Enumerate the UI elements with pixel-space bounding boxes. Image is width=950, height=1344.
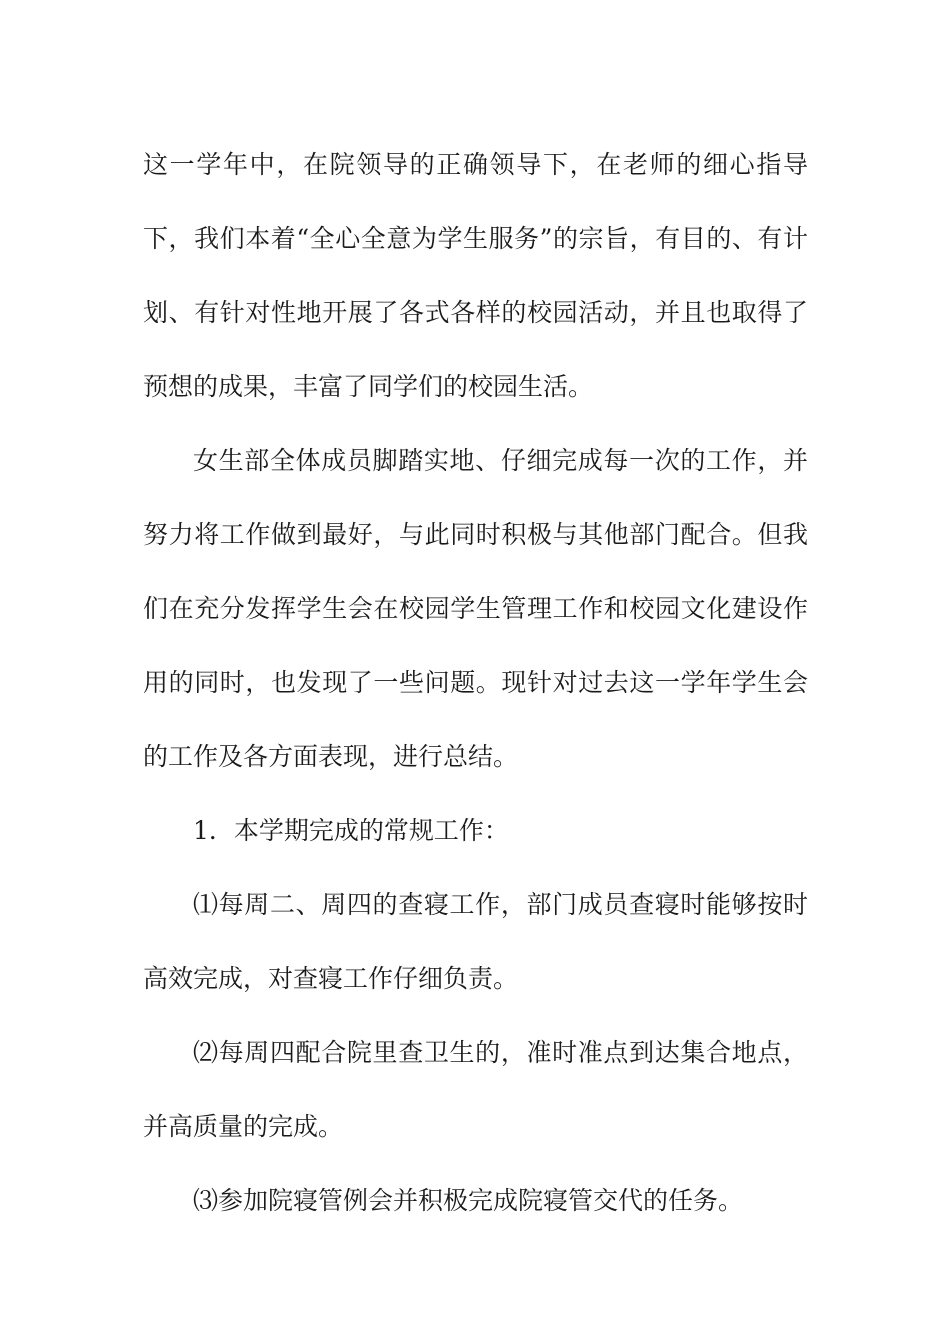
list-item-dorm-meeting: ⑶参加院寝管例会并积极完成院寝管交代的任务。 [193, 1186, 744, 1215]
list-item-dorm-inspection: ⑴每周二、周四的查寝工作，部门成员查寝时能够按时高效完成，对查寝工作仔细负责。 [143, 890, 808, 993]
list-item-hygiene-check: ⑵每周四配合院里查卫生的，准时准点到达集合地点，并高质量的完成。 [143, 1038, 808, 1141]
paragraph-intro: 这一学年中，在院领导的正确领导下，在老师的细心指导下，我们本着“全心全意为学生服务”的宗旨，有目的、有计划、有针对性地开展了各式各样的校园活动，并且也取得了预想的成果，丰富了同学们的校园生活。 [143, 150, 808, 401]
section-heading-routine-work: 1．本学期完成的常规工作： [193, 816, 509, 845]
document-body [143, 128, 808, 1238]
paragraph-girls-department: 女生部全体成员脚踏实地、仔细完成每一次的工作，并努力将工作做到最好，与此同时积极与其他部门配合。但我们在充分发挥学生会在校园学生管理工作和校园文化建设作用的同时，也发现了一些问题。现针对过去这一学年学生会的工作及各方面表现，进行总结。 [143, 446, 808, 771]
